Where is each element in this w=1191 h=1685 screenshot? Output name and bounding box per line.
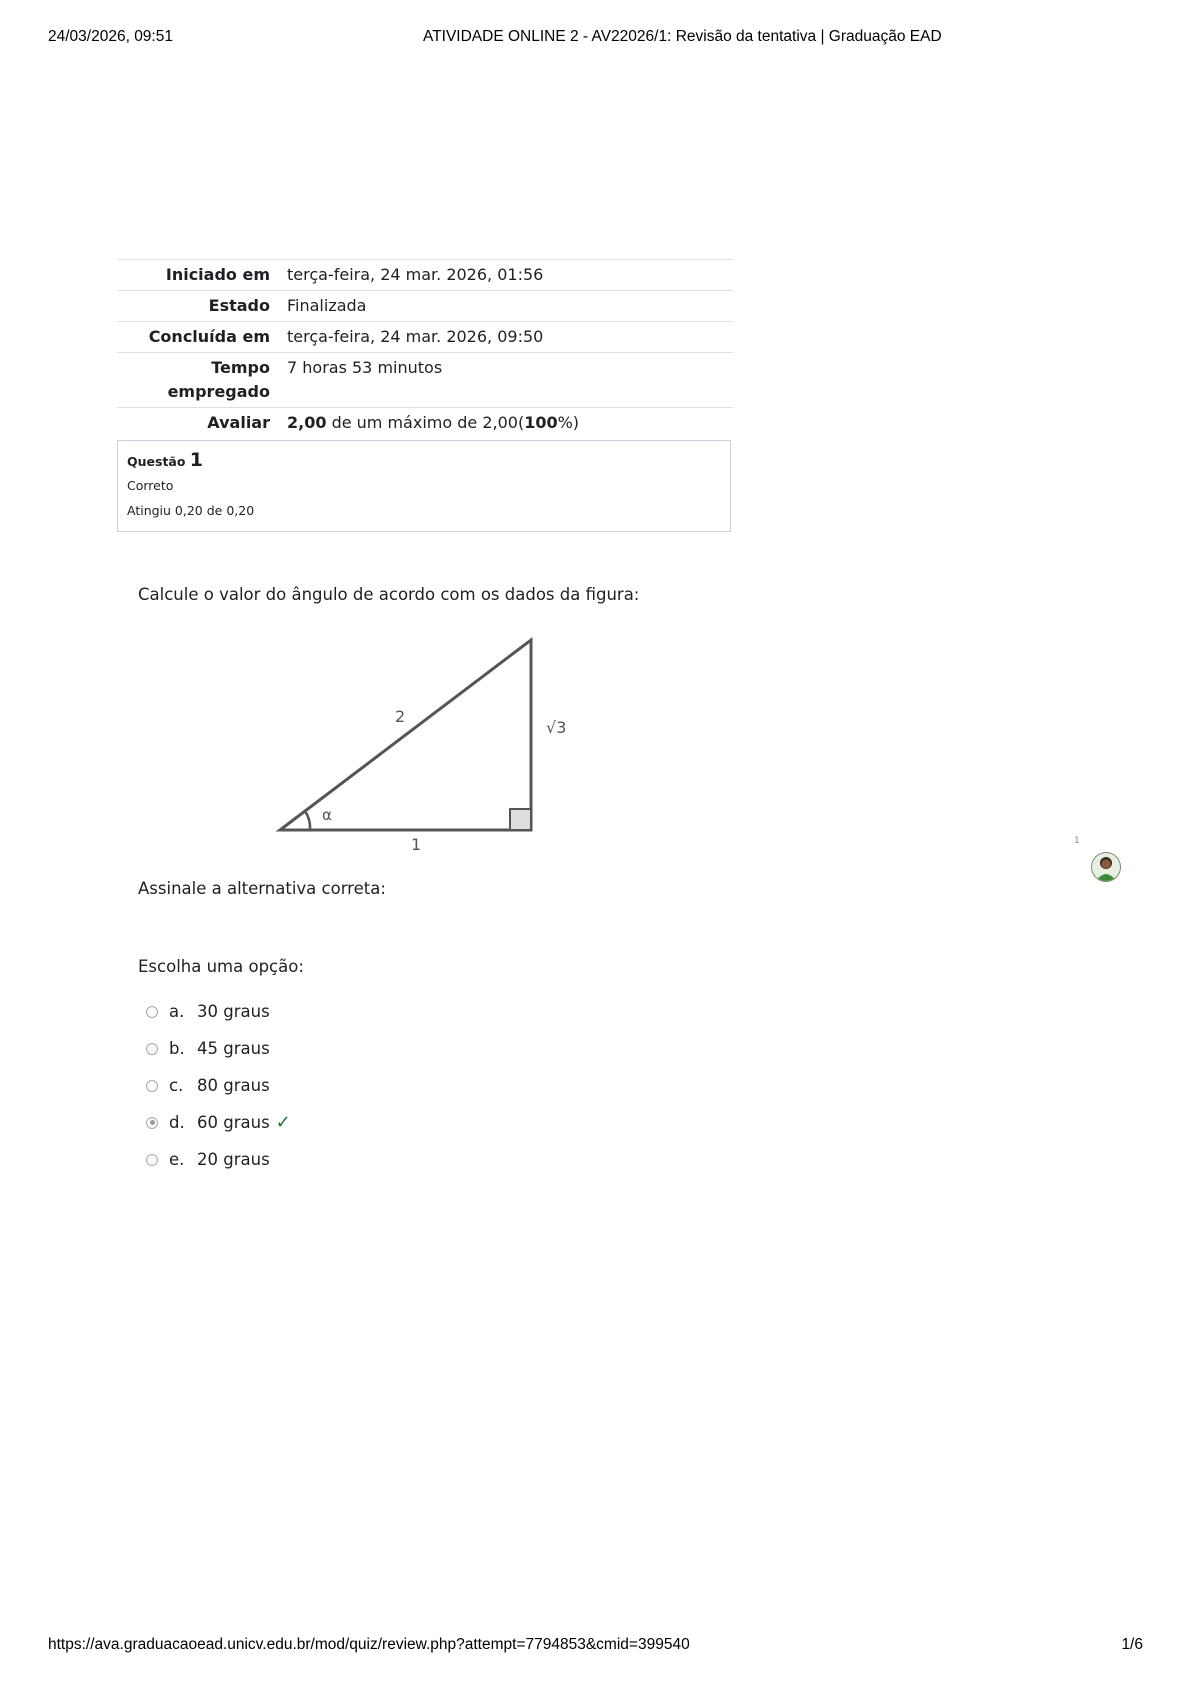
grade-label: Avaliar xyxy=(117,408,287,439)
side-note-number: 1 xyxy=(1074,836,1080,846)
angle-label: α xyxy=(322,806,332,824)
avatar-svg xyxy=(1092,853,1120,881)
option-letter-c: c. xyxy=(169,1076,184,1095)
time-value: 7 horas 53 minutos xyxy=(287,353,733,408)
answer-option-d[interactable] xyxy=(146,1104,291,1141)
question-number xyxy=(127,449,721,471)
correct-check-icon: ✓ xyxy=(275,1112,291,1133)
choose-option-prompt: Escolha uma opção: xyxy=(138,957,304,976)
grade-end: %) xyxy=(557,413,580,432)
completed-value: terça-feira, 24 mar. 2026, 09:50 xyxy=(287,322,733,353)
hypotenuse-label: 2 xyxy=(395,707,406,726)
question-mark: Atingiu 0,20 de 0,20 xyxy=(127,503,255,518)
summary-row-time xyxy=(117,353,733,408)
started-value: terça-feira, 24 mar. 2026, 01:56 xyxy=(287,260,733,291)
answer-option-e[interactable] xyxy=(146,1141,291,1178)
print-title: ATIVIDADE ONLINE 2 - AV22026/1: Revisão da tentativa | Graduação EAD xyxy=(423,28,942,45)
completed-label: Concluída em xyxy=(117,322,287,353)
option-text-e: 20 graus xyxy=(197,1150,270,1169)
radio-b[interactable] xyxy=(146,1043,158,1055)
opposite-label: √3 xyxy=(546,718,567,737)
grade-score: 2,00 xyxy=(287,413,327,432)
option-letter-a: a. xyxy=(169,1002,185,1021)
print-footer xyxy=(48,1636,1143,1658)
state-label: Estado xyxy=(117,291,287,322)
triangle-diagram xyxy=(270,630,590,860)
right-angle-marker xyxy=(510,809,531,830)
option-text-a: 30 graus xyxy=(197,1002,270,1021)
summary-row-state xyxy=(117,291,733,322)
time-label xyxy=(117,353,287,408)
question-number-value: 1 xyxy=(189,449,204,471)
question-info-box xyxy=(117,440,731,532)
print-header xyxy=(48,28,1143,52)
answer-option-a[interactable] xyxy=(146,993,291,1030)
answer-options xyxy=(146,993,291,1178)
question-state: Correto xyxy=(127,478,174,493)
radio-c[interactable] xyxy=(146,1080,158,1092)
option-text-d: 60 graus xyxy=(197,1113,270,1132)
radio-a[interactable] xyxy=(146,1006,158,1018)
angle-arc xyxy=(305,811,310,830)
summary-row-grade xyxy=(117,408,733,439)
option-letter-e: e. xyxy=(169,1150,185,1169)
question-label: Questão xyxy=(127,454,190,469)
state-value: Finalizada xyxy=(287,291,733,322)
page-number: 1/6 xyxy=(1121,1636,1143,1653)
print-date: 24/03/2026, 09:51 xyxy=(48,28,173,45)
triangle-figure xyxy=(270,630,590,865)
option-text-b: 45 graus xyxy=(197,1039,270,1058)
triangle-shape xyxy=(280,640,531,830)
radio-e[interactable] xyxy=(146,1154,158,1166)
avatar-icon[interactable] xyxy=(1091,852,1121,882)
page-url: https://ava.graduacaoead.unicv.edu.br/mod/quiz/review.php?attempt=7794853&cmid=399540 xyxy=(48,1636,690,1653)
adjacent-label: 1 xyxy=(411,835,422,854)
answer-option-b[interactable] xyxy=(146,1030,291,1067)
option-letter-b: b. xyxy=(169,1039,185,1058)
radio-d[interactable] xyxy=(146,1117,158,1129)
answer-option-c[interactable] xyxy=(146,1067,291,1104)
grade-value xyxy=(287,408,733,439)
question-instruction: Assinale a alternativa correta: xyxy=(138,879,386,898)
time-label-line2: empregado xyxy=(167,382,270,401)
option-text-c: 80 graus xyxy=(197,1076,270,1095)
option-letter-d: d. xyxy=(169,1113,185,1132)
summary-row-started xyxy=(117,260,733,291)
attempt-summary-table xyxy=(117,259,733,438)
grade-middle: de um máximo de 2,00( xyxy=(326,413,525,432)
started-label: Iniciado em xyxy=(117,260,287,291)
time-label-line1: Tempo xyxy=(211,358,270,377)
summary-row-completed xyxy=(117,322,733,353)
grade-percent: 100 xyxy=(524,413,558,432)
question-text: Calcule o valor do ângulo de acordo com os dados da figura: xyxy=(138,585,640,604)
